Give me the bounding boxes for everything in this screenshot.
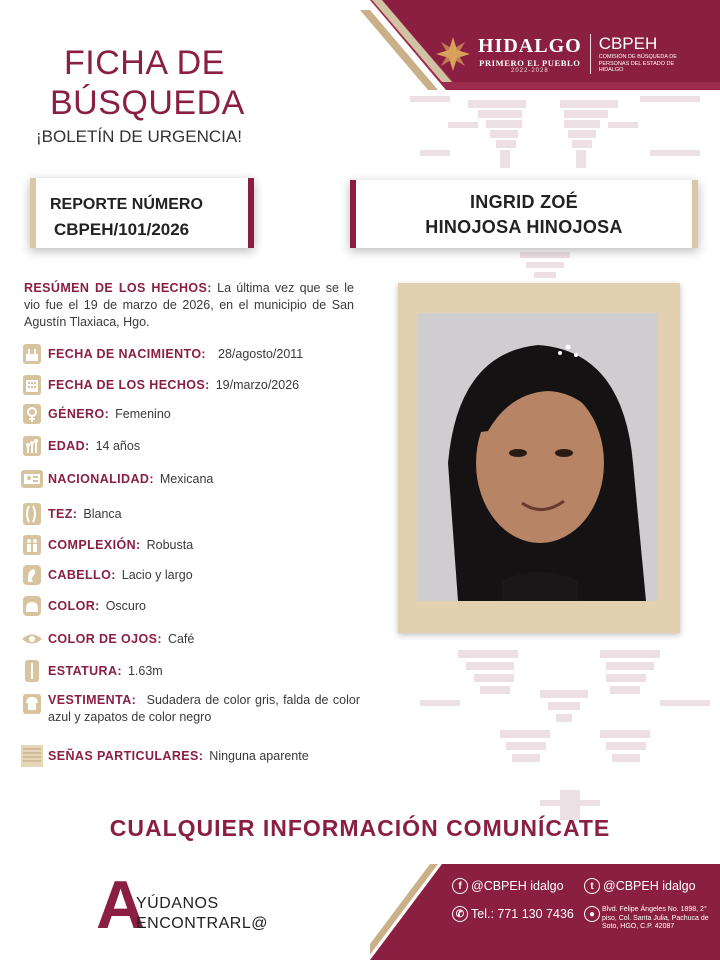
skin-label: TEZ: (48, 507, 78, 521)
hidalgo-star-icon (436, 37, 470, 71)
marks-value: Ninguna aparente (209, 749, 309, 763)
clothing-value: Sudadera de color gris, falda de color azul y zapatos de color negro (48, 693, 361, 724)
eye-icon (20, 627, 44, 651)
help-find-logo (96, 867, 296, 943)
field-eyes (20, 627, 194, 651)
twitter-handle: @CBPEH idalgo (603, 879, 696, 893)
calendar-icon (20, 373, 44, 397)
contact-call-to-action: CUALQUIER INFORMACIÓN COMUNÍCATE (109, 815, 611, 841)
facebook-contact[interactable] (452, 878, 564, 894)
color-label: COLOR: (48, 599, 100, 613)
phone-icon: ✆ (452, 906, 468, 922)
person-name-box (350, 180, 698, 248)
field-gender (20, 402, 171, 426)
header-logos (436, 30, 716, 78)
height-label: ESTATURA: (48, 664, 122, 678)
field-event-date (20, 373, 299, 397)
clothing-label: VESTIMENTA: (48, 693, 137, 707)
height-value: 1.63m (127, 664, 163, 678)
gender-label: GÉNERO: (48, 407, 110, 421)
nationality-label: NACIONALIDAD: (48, 472, 154, 486)
hidalgo-name: HIDALGO (478, 34, 582, 57)
eye-color-label: COLOR DE OJOS: (48, 632, 162, 646)
address-text: Blvd. Felipe Ángeles No. 1898, 2° piso, Col. Santa Julia, Pachuca de Soto, HGO, C.P. 42087 (602, 906, 709, 930)
color-icon (20, 594, 44, 618)
hidalgo-years: 2022-2028 (510, 67, 549, 74)
event-date-value: 19/marzo/2026 (215, 378, 300, 392)
field-age (20, 434, 140, 458)
marks-icon (20, 744, 44, 768)
age-label: EDAD: (48, 439, 90, 453)
field-hair (20, 563, 193, 587)
field-height (20, 659, 163, 683)
photo-frame (398, 283, 680, 633)
summary-text: La última vez que se le vio fue el 19 de marzo de 2026, en el municipio de San Agustín Tlaxiaca, Hgo. (24, 281, 354, 329)
location-pin-icon: ● (584, 906, 600, 922)
person-first-name: INGRID ZOÉ (469, 192, 578, 212)
hair-icon (20, 563, 44, 587)
birth-date-label: FECHA DE NACIMIENTO: (48, 347, 206, 361)
facebook-icon: f (452, 878, 468, 894)
field-nationality (20, 467, 213, 491)
cbpeh-description: COMISIÓN DE BÚSQUEDA DE PERSONAS DEL ESTADO DE HIDALGO (598, 54, 677, 74)
marks-label: SEÑAS PARTICULARES: (48, 749, 204, 763)
help-logo-letter: A (96, 867, 146, 943)
eye-color-value: Café (167, 632, 195, 646)
summary-label: RESÚMEN DE LOS HECHOS: (24, 281, 212, 295)
hidalgo-logo (478, 35, 582, 74)
person-last-name: HINOJOSA HINOJOSA (425, 217, 623, 237)
field-birth-date (20, 342, 303, 366)
event-date-label: FECHA DE LOS HECHOS: (48, 378, 210, 392)
cake-icon (20, 342, 44, 366)
field-build (20, 533, 193, 557)
nationality-value: Mexicana (159, 472, 214, 486)
hair-label: CABELLO: (48, 568, 116, 582)
cbpeh-name: CBPEH (598, 34, 658, 54)
person-photo (418, 313, 658, 601)
twitter-contact[interactable] (584, 878, 696, 894)
face-icon (20, 502, 44, 526)
field-marks (20, 744, 309, 768)
page-title-line1: FICHA DE (64, 44, 225, 82)
age-icon (20, 434, 44, 458)
color-value: Oscuro (105, 599, 146, 613)
facts-summary (24, 280, 354, 331)
help-logo-line2: ENCONTRARL@ (136, 915, 268, 932)
field-color (20, 594, 146, 618)
field-clothing (20, 692, 360, 726)
build-value: Robusta (146, 538, 194, 552)
facebook-handle: @CBPEH idalgo (471, 879, 564, 893)
clothing-text (48, 692, 360, 726)
cbpeh-logo (599, 34, 699, 74)
field-skin (20, 502, 122, 526)
report-number-box (30, 178, 254, 248)
report-label: REPORTE NÚMERO (50, 196, 203, 213)
body-icon (20, 533, 44, 557)
build-label: COMPLEXIÓN: (48, 538, 141, 552)
phone-number: Tel.: 771 130 7436 (471, 907, 574, 921)
shirt-icon (20, 692, 44, 716)
urgency-subtitle: ¡BOLETÍN DE URGENCIA! (36, 127, 242, 146)
birth-date-value: 28/agosto/2011 (218, 347, 304, 361)
skin-value: Blanca (83, 507, 122, 521)
gender-icon (20, 402, 44, 426)
hidalgo-tagline: PRIMERO EL PUEBLO (479, 57, 581, 68)
id-card-icon (20, 467, 44, 491)
hair-value: Lacio y largo (121, 568, 193, 582)
age-value: 14 años (95, 439, 141, 453)
location-contact (584, 906, 603, 922)
help-logo-line1: YÚDANOS (136, 895, 219, 912)
logo-separator (590, 34, 591, 74)
height-icon (20, 659, 44, 683)
twitter-icon: t (584, 878, 600, 894)
report-number: CBPEH/101/2026 (54, 220, 190, 239)
page-title-line2: BÚSQUEDA (50, 84, 245, 122)
gender-value: Femenino (115, 407, 171, 421)
phone-contact[interactable] (452, 906, 574, 922)
